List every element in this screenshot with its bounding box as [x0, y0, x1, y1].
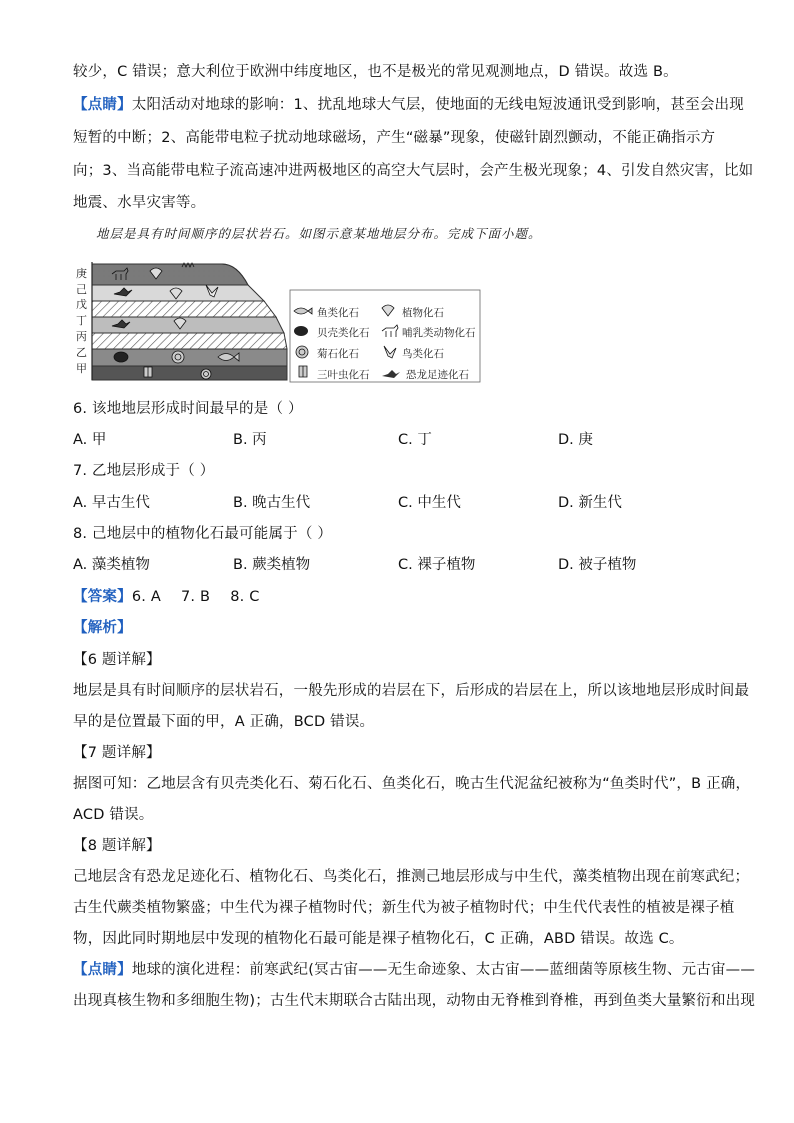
- shell-icon: [294, 326, 308, 336]
- question-8-stem: 8. 己地层中的植物化石最可能属于（ ）: [73, 526, 333, 542]
- trilobite-icon: [299, 366, 307, 377]
- paragraph-line: 向；3、当高能带电粒子流高速冲进两极地区的高空大气层时，会产生极光现象；4、引发自然灾害，比如: [73, 163, 754, 179]
- question-8-option-b: B. 蕨类植物: [233, 557, 311, 573]
- shell-icon: [114, 352, 128, 362]
- question-6-stem: 6. 该地地层形成时间最早的是（ ）: [73, 401, 303, 417]
- question-7-option-a: A. 早古生代: [73, 495, 150, 511]
- question-7-stem: 7. 乙地层形成于（ ）: [73, 463, 215, 479]
- question-intro: 地层是具有时间顺序的层状岩石。如图示意某地地层分布。完成下面小题。: [96, 226, 542, 241]
- legend-label: 贝壳类化石: [317, 327, 370, 339]
- analysis-tag: 【解析】: [73, 620, 132, 636]
- paragraph-line: 古生代蕨类植物繁盛；中生代为裸子植物时代；新生代为被子植物时代；中生代代表性的植被是裸子植: [73, 900, 735, 916]
- legend-label: 哺乳类动物化石: [402, 327, 476, 339]
- paragraph-line: 【点睛】太阳活动对地球的影响：1、扰乱地球大气层，使地面的无线电短波通讯受到影响，甚至会出现: [73, 97, 744, 113]
- paragraph-line: 地震、水旱灾害等。: [73, 195, 206, 211]
- ammonite-icon: [296, 346, 308, 358]
- strata-figure: [72, 254, 482, 384]
- legend-label: 鱼类化石: [317, 307, 359, 319]
- paragraph-line: 早的是位置最下面的甲，A 正确，BCD 错误。: [73, 714, 375, 730]
- question-8-option-d: D. 被子植物: [558, 557, 637, 573]
- layer-label-jia: 甲: [76, 362, 87, 375]
- paragraph-line: ACD 错误。: [73, 807, 154, 823]
- trilobite-icon: [144, 367, 152, 377]
- answer-item: 8. C: [230, 589, 260, 605]
- layer-label-wu: 戊: [76, 298, 87, 311]
- paragraph-line: 【点睛】地球的演化进程：前寒武纪(冥古宙——无生命迹象、太古宙——蓝细菌等原核生物、元古宙——: [73, 962, 756, 978]
- paragraph-line: 较少，C 错误；意大利位于欧洲中纬度地区，也不是极光的常见观测地点，D 错误。故选 B。: [73, 64, 678, 80]
- question-6-option-c: C. 丁: [398, 432, 432, 448]
- tip-tag: 【点睛】: [73, 97, 132, 113]
- layer-label-ding: 丁: [76, 314, 87, 327]
- layer-labels: [76, 266, 87, 375]
- layer-label-bing: 丙: [76, 330, 87, 343]
- ammonite-icon: [172, 351, 184, 363]
- paragraph-line: 己地层含有恐龙足迹化石、植物化石、鸟类化石，推测己地层形成与中生代，藻类植物出现在前寒武纪；: [73, 869, 750, 885]
- question-6-option-b: B. 丙: [233, 432, 267, 448]
- q8-detail-tag: 【8 题详解】: [73, 838, 161, 854]
- legend-label: 植物化石: [402, 307, 444, 319]
- question-6-option-a: A. 甲: [73, 432, 107, 448]
- layer-label-geng: 庚: [76, 267, 87, 280]
- paragraph-line: 短暂的中断；2、高能带电粒子扰动地球磁场，产生“磁暴”现象，使磁针剧烈颤动，不能正确指示方: [73, 130, 716, 146]
- paragraph-line: 物，因此同时期地层中发现的植物化石最可能是裸子植物化石，C 正确，ABD 错误。故选 C。: [73, 931, 684, 947]
- question-8-option-c: C. 裸子植物: [398, 557, 476, 573]
- q6-detail-tag: 【6 题详解】: [73, 652, 161, 668]
- legend-label: 恐龙足迹化石: [406, 369, 469, 381]
- paragraph-line: 据图可知：乙地层含有贝壳类化石、菊石化石、鱼类化石，晚古生代泥盆纪被称为“鱼类时代”，B 正确，: [73, 776, 751, 792]
- q7-detail-tag: 【7 题详解】: [73, 745, 161, 761]
- paragraph-line: 地层是具有时间顺序的层状岩石，一般先形成的岩层在下，后形成的岩层在上，所以该地地层形成时间最: [73, 683, 750, 699]
- layer-jia: [92, 366, 287, 380]
- question-8-option-a: A. 藻类植物: [73, 557, 150, 573]
- question-7-option-b: B. 晚古生代: [233, 495, 311, 511]
- answer-item: 7. B: [180, 589, 211, 605]
- answer-tag: 【答案】: [73, 589, 132, 605]
- layer-bing: [92, 333, 287, 349]
- legend-label: 鸟类化石: [402, 348, 444, 360]
- layer-label-yi: 乙: [76, 346, 87, 359]
- paragraph-line: 出现真核生物和多细胞生物)；古生代末期联合古陆出现，动物由无脊椎到脊椎，再到鱼类大量繁衍和出现: [73, 993, 756, 1009]
- question-7-option-c: C. 中生代: [398, 495, 461, 511]
- question-6-option-d: D. 庚: [558, 432, 593, 448]
- tip-tag: 【点睛】: [73, 962, 132, 978]
- legend-label: 三叶虫化石: [317, 369, 370, 381]
- answer-line: [73, 587, 280, 607]
- ammonite-icon: [201, 369, 211, 379]
- question-7-option-d: D. 新生代: [558, 495, 622, 511]
- legend-label: 菊石化石: [317, 348, 359, 360]
- layer-label-ji: 己: [76, 283, 87, 296]
- layer-wu: [92, 301, 276, 317]
- answer-item: 6. A: [131, 589, 161, 605]
